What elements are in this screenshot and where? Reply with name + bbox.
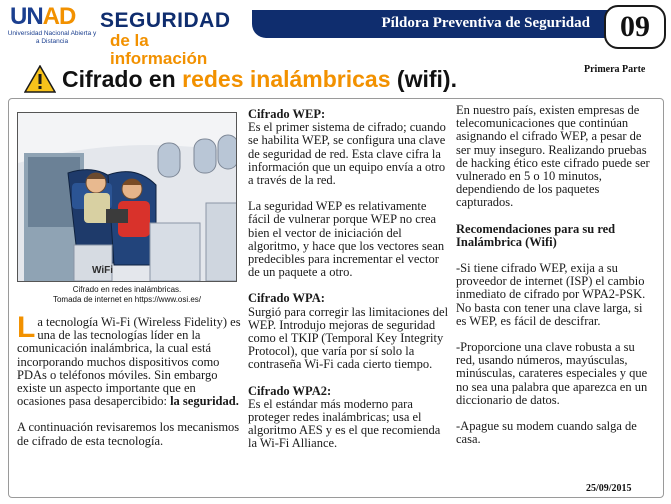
- issue-number-badge: 09: [604, 5, 666, 49]
- local-context-paragraph: En nuestro país, existen empresas de telecomunicaciones que continúan asignando el cifrado WEP, a pesar de ser muy inseguro. Realizando pruebas de hacking ético este cifrado puede ser vulnerado en 5 o 10 minutos, dependiendo de los paquetes capturados.: [456, 103, 650, 210]
- recommendations-heading: Recomendaciones para su red Inalámbrica (Wifi): [456, 221, 616, 249]
- intro-emphasis: la seguridad.: [170, 394, 239, 409]
- intro-paragraph: La tecnología Wi-Fi (Wireless Fidelity) es una de las tecnologías líder en la comunicación inalámbrica, la cual está incorporando muchos dispositivos como PDAs o teléfonos móviles. Sin embargo existe un aspecto importante que en ocasiones pasa desapercibido: la seguridad.: [17, 311, 241, 409]
- recommendation-3: -Apague su modem cuando salga de casa.: [456, 419, 637, 447]
- wpa-paragraph: Surgió para corregir las limitaciones del WEP. Introdujo mejoras de seguridad como el TKIP (Temporal Key Integrity Protocol), que varía por sí solo la contraseña Wi-Fi cada cierto tiempo.: [248, 304, 449, 372]
- column-intro: [17, 311, 243, 461]
- page-header: [0, 0, 671, 68]
- caption-line-1: Cifrado en redes inalámbricas.: [72, 285, 182, 294]
- banner-text: Píldora Preventiva de Seguridad: [381, 15, 590, 31]
- header-banner: [252, 10, 612, 38]
- brand-line-1: SEGURIDAD: [100, 9, 231, 32]
- unad-logo: [6, 4, 98, 54]
- part-label: Primera Parte: [584, 64, 646, 75]
- publish-date: 25/09/2015: [586, 483, 632, 494]
- intro-paragraph-2: A continuación revisaremos los mecanismos de cifrado de esta tecnología.: [17, 420, 240, 448]
- warning-icon: [24, 65, 56, 93]
- brand-line-2: de la información: [110, 31, 208, 68]
- wpa2-paragraph: Es el estándar más moderno para proteger redes inalámbricas; usa el algoritmo AES y es el que recomienda la Wi-Fi Alliance.: [248, 396, 441, 451]
- recommendation-2: -Proporcione una clave robusta a su red, usando números, mayúsculas, minúsculas, carateres especiales y que no sea una palabra que aparezca en un diccionario de datos.: [456, 340, 648, 407]
- brand-title: [100, 9, 250, 68]
- unad-logo-subtitle: Universidad Nacional Abierta y a Distancia: [7, 30, 97, 45]
- article-title-row: [20, 62, 600, 96]
- wpa2-heading: Cifrado WPA2:: [248, 383, 332, 398]
- column-encryption-types: [248, 108, 450, 464]
- wep-heading: Cifrado WEP:: [248, 107, 326, 121]
- wep-paragraph-1: Es el primer sistema de cifrado; cuando se habilita WEP, se configura una clave de seguridad de red. Esta clave cifra la información que un equipo envía a otro a través de la red.: [248, 120, 446, 188]
- caption-line-2: Tomada de internet en https://www.osi.es/: [52, 295, 202, 304]
- unad-logo-mark: UNAD: [10, 3, 76, 30]
- article-title: Cifrado en redes inalámbricas (wifi).: [62, 66, 457, 92]
- title-highlight: redes inalámbricas: [182, 66, 391, 92]
- recommendation-1: -Si tiene cifrado WEP, exija a su proveedor de internet (ISP) el cambio inmediato de cifrado por WPA2-PSK. No basta con tener una clave larga, si es WEP, es fácil de descifrar.: [456, 261, 646, 328]
- image-caption: [17, 285, 237, 305]
- airplane-wifi-illustration: [17, 112, 237, 282]
- wpa-heading: Cifrado WPA:: [248, 291, 325, 306]
- wifi-sign-label: WiFi: [92, 265, 114, 276]
- wep-paragraph-2: La seguridad WEP es relativamente fácil de vulnerar porque WEP no crea bien el vector de iniciación del algoritmo, y hace que los vectores sean predecibles para incrementar el vector de un paquete a otro.: [248, 199, 445, 280]
- drop-cap: L: [17, 311, 36, 344]
- column-recommendations: [456, 104, 656, 459]
